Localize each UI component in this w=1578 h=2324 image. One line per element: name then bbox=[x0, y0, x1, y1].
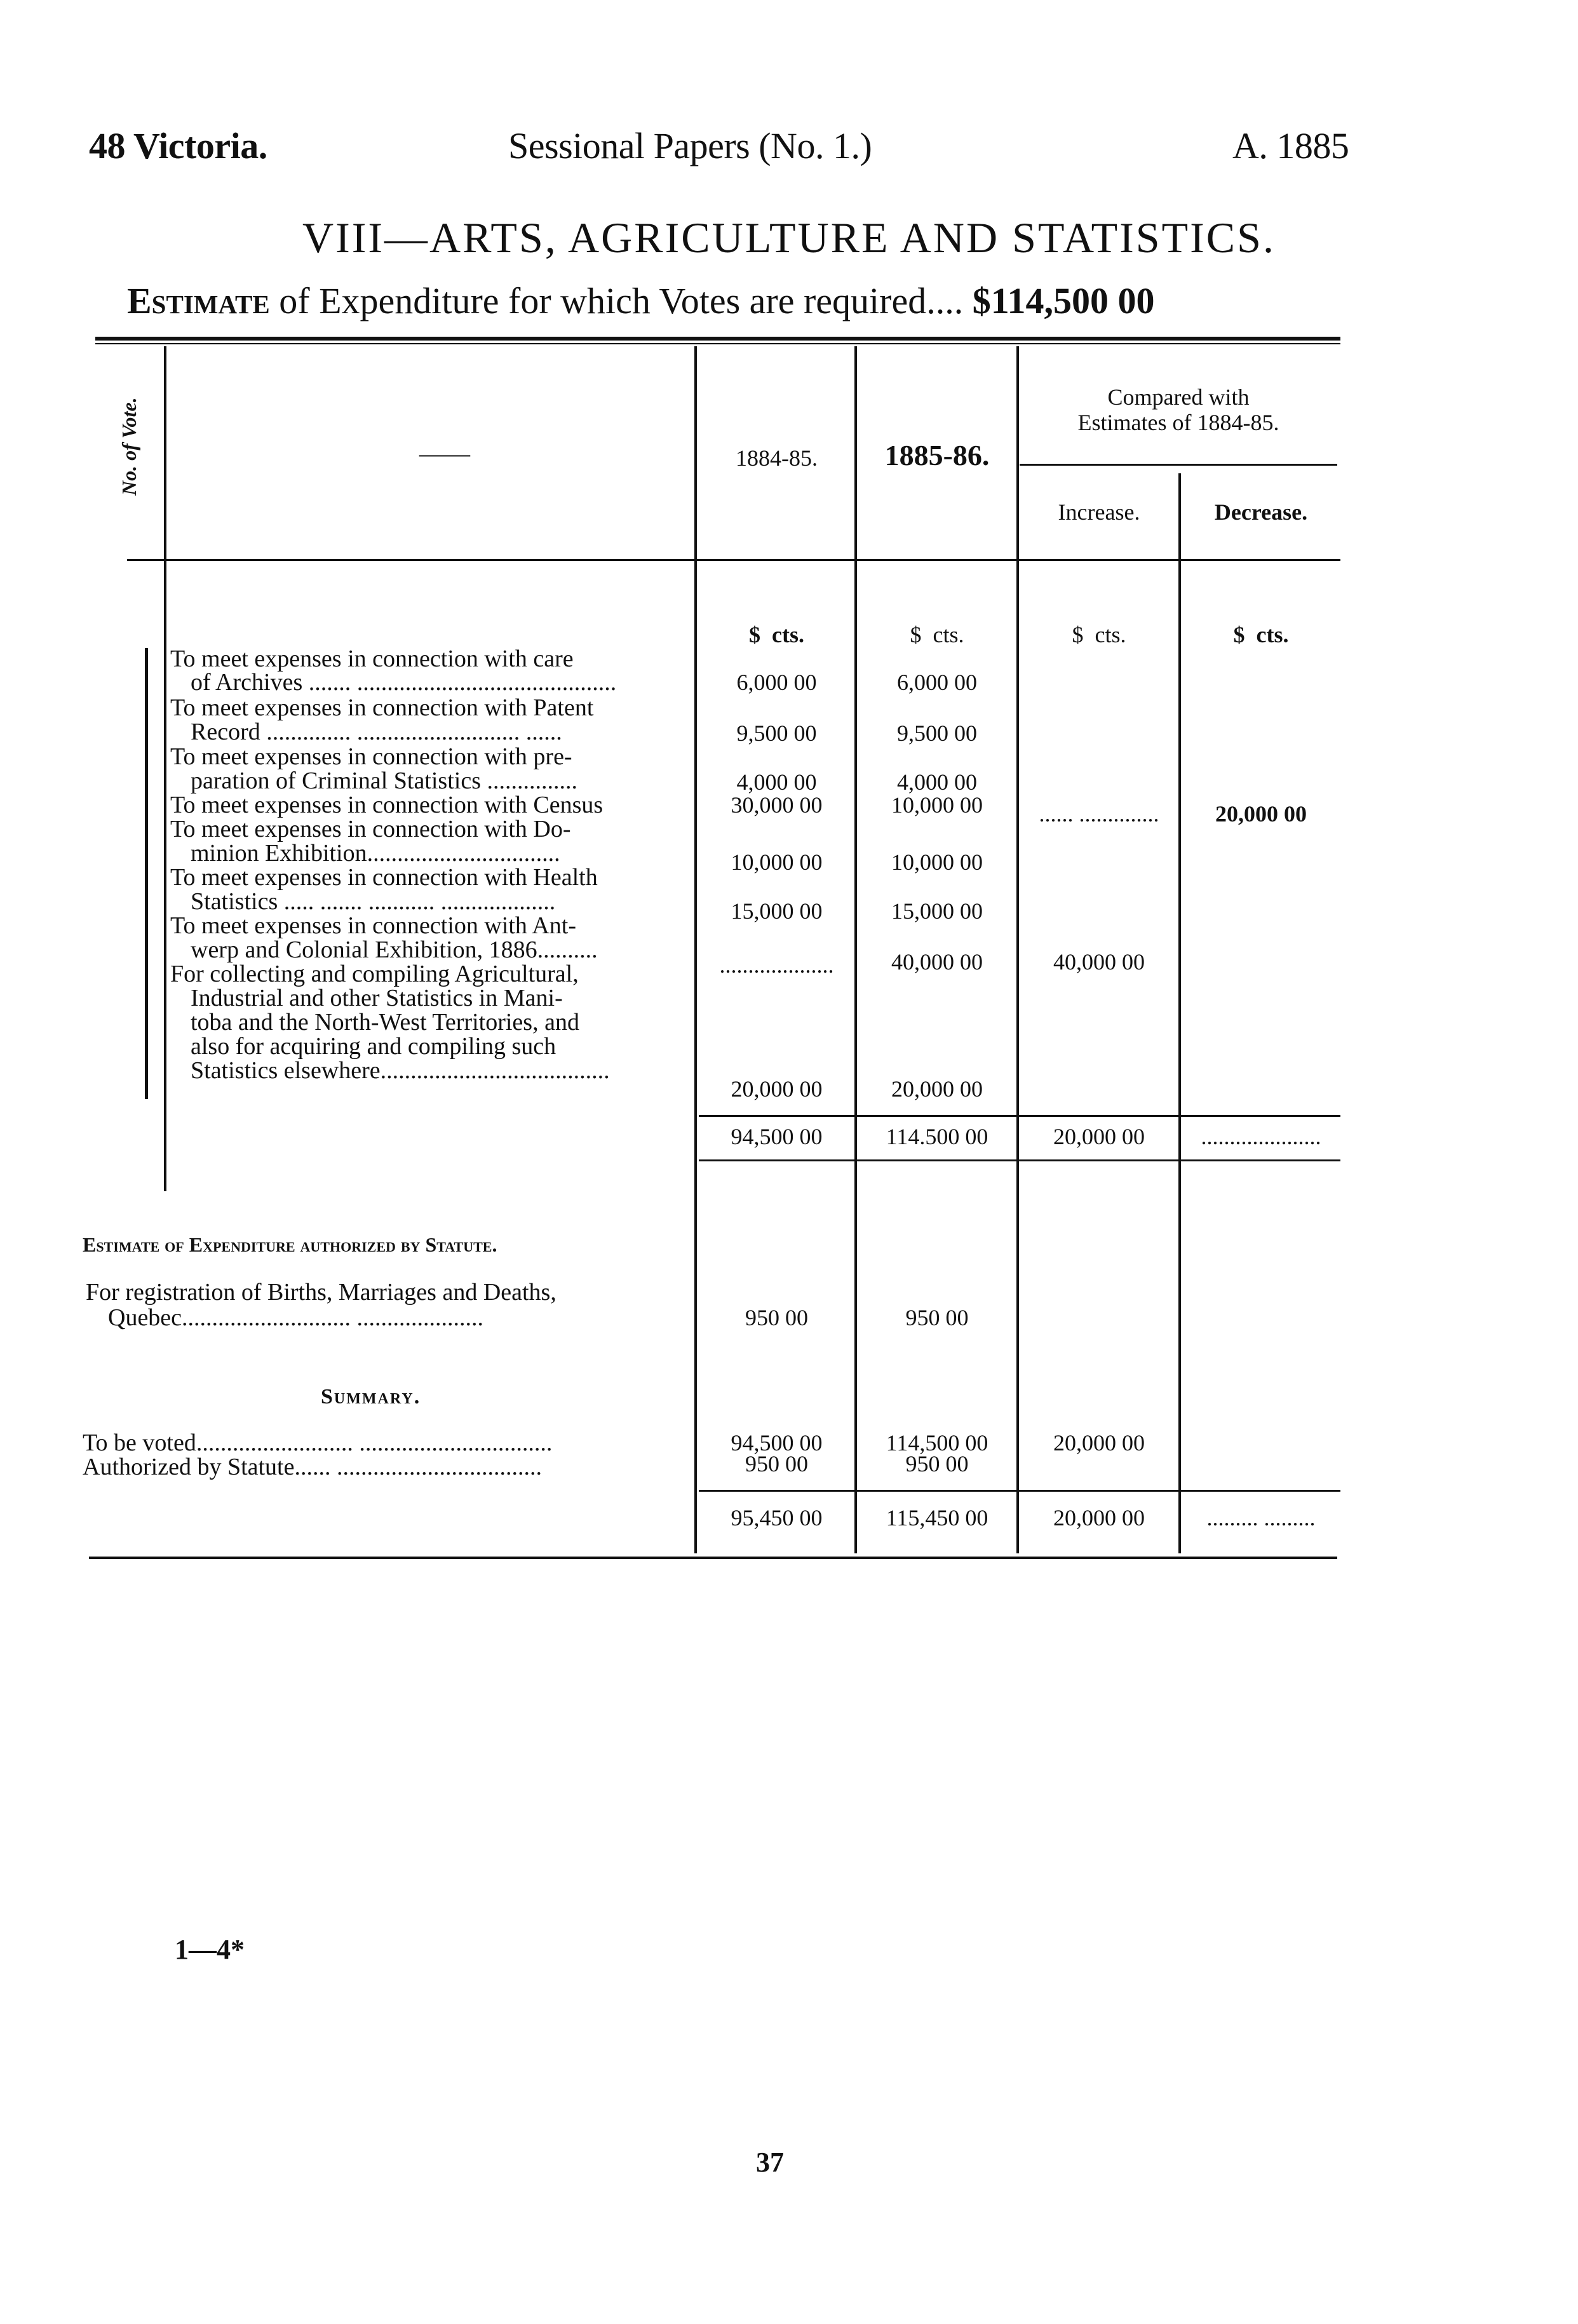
compared-line-2: Estimates of 1884-85. bbox=[1077, 410, 1279, 435]
row-desc-line: To meet expenses in connection with Health bbox=[170, 864, 598, 891]
row-desc-line: Industrial and other Statistics in Mani- bbox=[191, 985, 563, 1011]
unit-dollar: $ bbox=[1072, 622, 1084, 647]
summary-voted-1885: 114,500 00 bbox=[886, 1430, 988, 1456]
cell-1884: 15,000 00 bbox=[731, 898, 823, 924]
summary-title: Summary. bbox=[321, 1385, 421, 1409]
unit-dollar: $ bbox=[1233, 622, 1245, 647]
cell-1885: 10,000 00 bbox=[891, 849, 983, 875]
summary-statute-label: Authorized by Statute...... .................................. bbox=[83, 1454, 542, 1480]
cell-1884: .................... bbox=[719, 952, 834, 978]
summary-voted-1884: 94,500 00 bbox=[731, 1430, 823, 1456]
estimate-line bbox=[127, 280, 1359, 322]
cell-increase: ...... .............. bbox=[1039, 801, 1159, 827]
col-header-compared bbox=[1020, 384, 1337, 435]
row-desc-line: To meet expenses in connection with pre- bbox=[170, 743, 572, 770]
cell-1885: 20,000 00 bbox=[891, 1076, 983, 1102]
row-desc-line: paration of Criminal Statistics ............... bbox=[191, 767, 577, 794]
estimate-amount: $114,500 00 bbox=[972, 280, 1155, 321]
header-bottom-rule bbox=[127, 559, 1340, 561]
estimate-label-lead: Estimate bbox=[127, 280, 270, 321]
vote-brace bbox=[145, 648, 148, 1099]
cell-1884: 20,000 00 bbox=[731, 1076, 823, 1102]
col-divider-1884 bbox=[854, 346, 857, 1553]
cell-1884: 30,000 00 bbox=[731, 792, 823, 818]
summary-total-rule bbox=[699, 1490, 1340, 1492]
cell-1885: 6,000 00 bbox=[897, 670, 977, 695]
row-desc-line: of Archives ....... ........................................... bbox=[191, 669, 617, 696]
statute-desc-line: Quebec............................ ..................... bbox=[108, 1304, 484, 1331]
row-desc-line: toba and the North-West Territories, and bbox=[191, 1009, 579, 1036]
cell-increase: 40,000 00 bbox=[1053, 949, 1145, 975]
section-title: VIII—ARTS, AGRICULTURE AND STATISTICS. bbox=[302, 213, 1276, 262]
cell-1884: 9,500 00 bbox=[736, 720, 817, 746]
cell-1884: 6,000 00 bbox=[736, 670, 817, 695]
total-top-rule bbox=[699, 1115, 1340, 1117]
total-bottom-rule bbox=[699, 1159, 1340, 1161]
total-1884: 94,500 00 bbox=[731, 1124, 823, 1149]
cell-1885: 4,000 00 bbox=[897, 769, 977, 795]
summary-statute-1885: 950 00 bbox=[905, 1451, 969, 1476]
desc-header: —— bbox=[419, 439, 470, 468]
cell-1885: 10,000 00 bbox=[891, 792, 983, 818]
header-left: 48 Victoria. bbox=[89, 125, 267, 166]
summary-total-decrease: ......... ......... bbox=[1206, 1505, 1316, 1530]
col-divider-1885 bbox=[1016, 346, 1019, 1553]
estimate-label-rest: of Expenditure for which Votes are required.... bbox=[279, 280, 964, 321]
unit-dollar: $ bbox=[910, 622, 922, 647]
table-top-rule-thin bbox=[95, 343, 1340, 344]
unit-cents: cts. bbox=[1256, 622, 1289, 647]
unit-cents: cts. bbox=[1095, 622, 1126, 647]
units-1884 bbox=[699, 623, 854, 647]
compared-line-1: Compared with bbox=[1107, 384, 1250, 410]
units-increase bbox=[1020, 623, 1178, 647]
col-header-decrease: Decrease. bbox=[1214, 499, 1308, 525]
cell-1885: 9,500 00 bbox=[897, 720, 977, 746]
summary-total-increase: 20,000 00 bbox=[1053, 1505, 1145, 1530]
statute-1884: 950 00 bbox=[745, 1305, 808, 1330]
summary-voted-label: To be voted.......................... ................................ bbox=[83, 1429, 553, 1456]
cell-1884: 4,000 00 bbox=[736, 769, 817, 795]
row-desc-line: werp and Colonial Exhibition, 1886.......... bbox=[191, 936, 598, 963]
unit-dollar: $ bbox=[749, 622, 760, 647]
total-decrease: ..................... bbox=[1201, 1124, 1321, 1149]
row-desc-line: Statistics ..... ....... ........... ................... bbox=[191, 888, 556, 915]
units-1885 bbox=[858, 623, 1016, 647]
col-header-increase: Increase. bbox=[1058, 499, 1140, 525]
statute-title-text: Estimate of Expenditure authorized by Statute. bbox=[83, 1233, 497, 1256]
col-divider-desc bbox=[694, 346, 697, 1553]
col-divider-vote bbox=[164, 346, 166, 1191]
cell-1885: 15,000 00 bbox=[891, 898, 983, 924]
row-desc-line: To meet expenses in connection with care bbox=[170, 645, 574, 672]
row-desc-line: To meet expenses in connection with Ant- bbox=[170, 912, 576, 939]
row-desc-line: minion Exhibition................................ bbox=[191, 840, 560, 867]
cell-1885: 40,000 00 bbox=[891, 949, 983, 975]
units-decrease bbox=[1182, 623, 1340, 647]
row-desc-line: To meet expenses in connection with Do- bbox=[170, 816, 571, 842]
cell-1884: 10,000 00 bbox=[731, 849, 823, 875]
page-number: 37 bbox=[756, 2147, 784, 2178]
col-header-1885: 1885-86. bbox=[884, 439, 990, 471]
col-divider-inc bbox=[1178, 473, 1181, 1553]
signature-mark: 1—4* bbox=[175, 1934, 245, 1965]
table-top-rule bbox=[95, 337, 1340, 341]
row-desc-line: Statistics elsewhere...................................... bbox=[191, 1057, 610, 1084]
row-desc-line: also for acquiring and compiling such bbox=[191, 1033, 556, 1060]
summary-total-1884: 95,450 00 bbox=[731, 1505, 823, 1530]
total-1885: 114.500 00 bbox=[886, 1124, 988, 1149]
total-increase: 20,000 00 bbox=[1053, 1124, 1145, 1149]
row-desc-line: To meet expenses in connection with Census bbox=[170, 792, 604, 818]
col-header-1884: 1884-85. bbox=[736, 445, 818, 471]
row-desc-line: For collecting and compiling Agricultural, bbox=[170, 961, 579, 987]
vote-header: No. of Vote. bbox=[118, 397, 140, 496]
summary-statute-1884: 950 00 bbox=[745, 1451, 808, 1476]
row-desc-line: Record .............. ........................... ...... bbox=[191, 719, 562, 745]
statute-desc-line: For registration of Births, Marriages and Deaths, bbox=[86, 1279, 556, 1306]
row-desc-line: To meet expenses in connection with Patent bbox=[170, 694, 594, 721]
cell-decrease: 20,000 00 bbox=[1215, 801, 1307, 827]
statute-1885: 950 00 bbox=[905, 1305, 969, 1330]
summary-total-1885: 115,450 00 bbox=[886, 1505, 988, 1530]
compared-underline bbox=[1020, 464, 1337, 466]
header-center: Sessional Papers (No. 1.) bbox=[508, 125, 872, 166]
statute-title bbox=[83, 1233, 497, 1257]
header-right: A. 1885 bbox=[1232, 125, 1349, 166]
table-bottom-rule bbox=[89, 1557, 1337, 1559]
summary-voted-increase: 20,000 00 bbox=[1053, 1430, 1145, 1456]
unit-cents: cts. bbox=[772, 622, 804, 647]
unit-cents: cts. bbox=[933, 622, 964, 647]
